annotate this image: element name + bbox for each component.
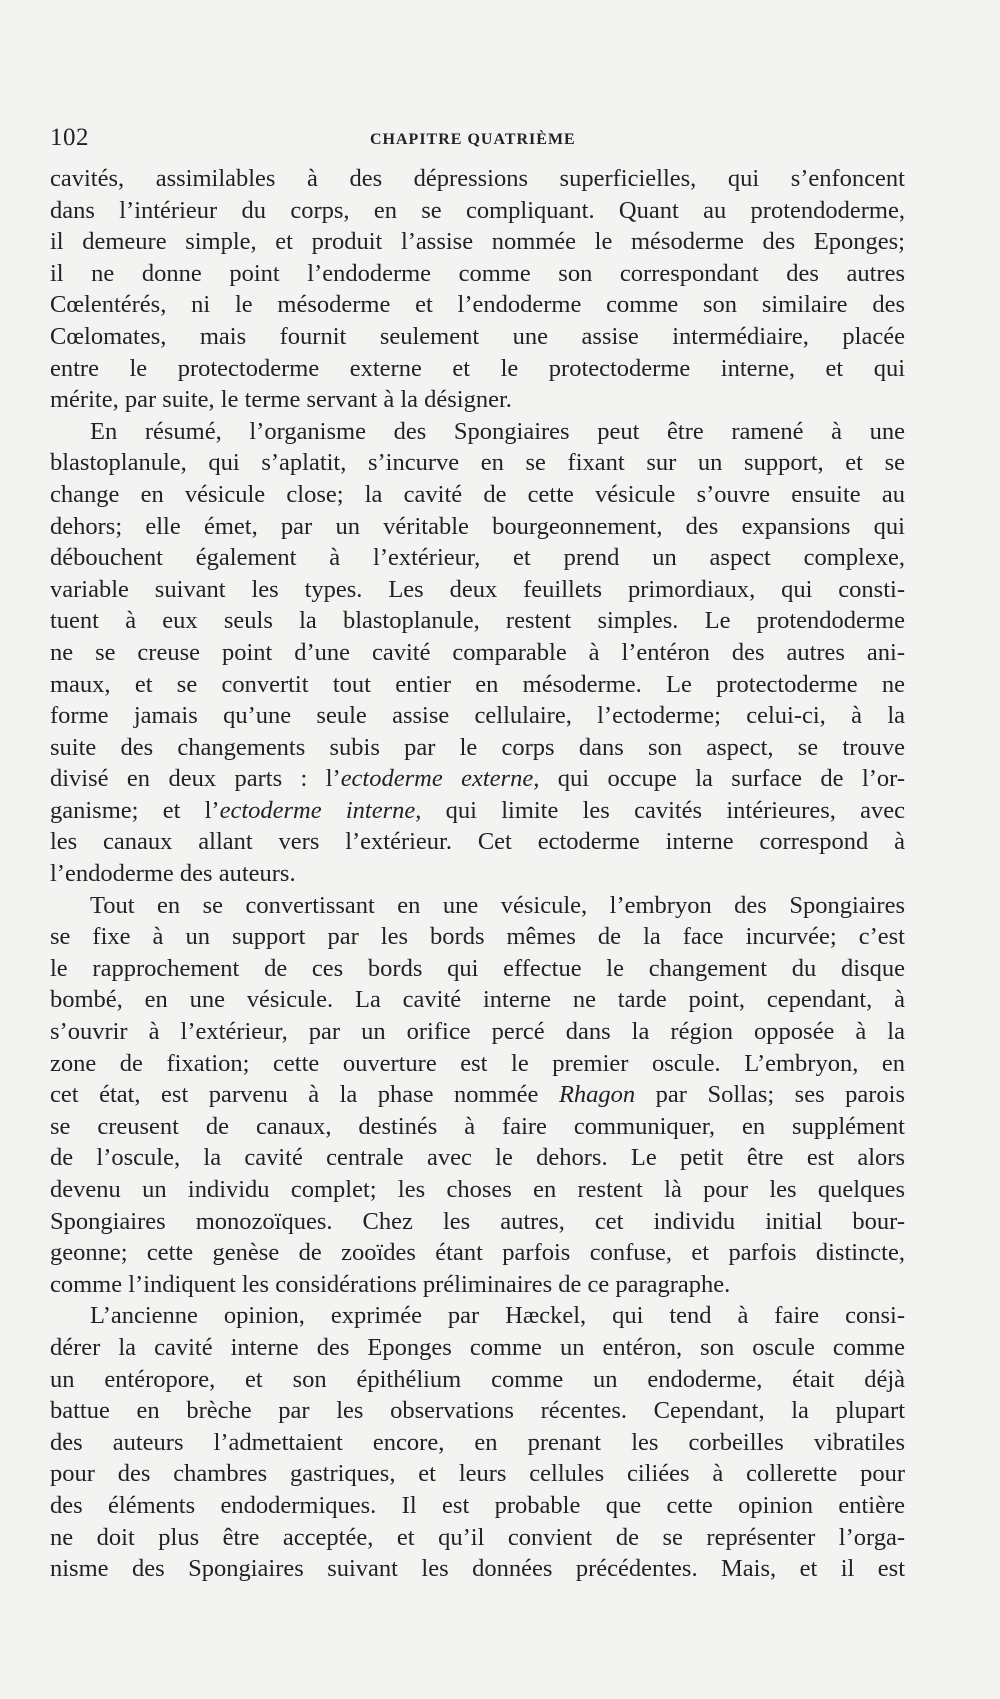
text-line: ganisme; et l’ectoderme interne, qui limite les cavités intérieures, avec bbox=[50, 796, 905, 824]
paragraph-start-line: L’ancienne opinion, exprimée par Hæckel, qui tend à faire consi- bbox=[90, 1302, 905, 1330]
text-line: se creusent de canaux, destinés à faire communiquer, en supplément bbox=[50, 1112, 905, 1140]
text-line: comme l’indiquent les considérations préliminaires de ce paragraphe. bbox=[50, 1270, 731, 1298]
text-line: des éléments endodermiques. Il est probable que cette opinion entière bbox=[50, 1491, 905, 1519]
text-line: ne doit plus être acceptée, et qu’il convient de se représenter l’orga- bbox=[50, 1523, 905, 1551]
text-line: tuent à eux seuls la blastoplanule, restent simples. Le protendoderme bbox=[50, 607, 905, 635]
paragraph-start-line: En résumé, l’organisme des Spongiaires peut être ramené à une bbox=[90, 417, 905, 445]
text-line: le rapprochement de ces bords qui effectue le changement du disque bbox=[50, 954, 905, 982]
text-line: des auteurs l’admettaient encore, en prenant les corbeilles vibratiles bbox=[50, 1428, 905, 1456]
page-header bbox=[50, 124, 905, 156]
text-line: s’ouvrir à l’extérieur, par un orifice percé dans la région opposée à la bbox=[50, 1018, 905, 1046]
text-line: ne se creuse point d’une cavité comparable à l’entéron des autres ani- bbox=[50, 638, 905, 666]
text-line: suite des changements subis par le corps dans son aspect, se trouve bbox=[50, 733, 905, 761]
text-line: maux, et se convertit tout entier en mésoderme. Le protectoderme ne bbox=[50, 670, 905, 698]
text-line: un entéropore, et son épithélium comme un endoderme, était déjà bbox=[50, 1365, 905, 1393]
text-line: variable suivant les types. Les deux feuillets primordiaux, qui consti- bbox=[50, 575, 905, 603]
text-line: dans l’intérieur du corps, en se compliquant. Quant au protendoderme, bbox=[50, 196, 905, 224]
text-line: Spongiaires monozoïques. Chez les autres, cet individu initial bour- bbox=[50, 1207, 905, 1235]
text-line: blastoplanule, qui s’aplatit, s’incurve en se fixant sur un support, et se bbox=[50, 449, 905, 477]
text-line: cet état, est parvenu à la phase nommée Rhagon par Sollas; ses parois bbox=[50, 1081, 905, 1109]
italic-term: ectoderme interne, bbox=[219, 796, 422, 824]
text-line: forme jamais qu’une seule assise cellulaire, l’ectoderme; celui-ci, à la bbox=[50, 702, 905, 730]
text-line: les canaux allant vers l’extérieur. Cet ectoderme interne correspond à bbox=[50, 828, 905, 856]
text-line: zone de fixation; cette ouverture est le premier oscule. L’embryon, en bbox=[50, 1049, 905, 1077]
text-line: cavités, assimilables à des dépressions superficielles, qui s’enfoncent bbox=[50, 165, 905, 192]
page-number: 102 bbox=[50, 124, 89, 151]
running-title: CHAPITRE QUATRIÈME bbox=[370, 131, 576, 148]
body-text bbox=[50, 163, 905, 1585]
text-line: geonne; cette genèse de zooïdes étant parfois confuse, et parfois distincte, bbox=[50, 1239, 905, 1267]
text-line: il ne donne point l’endoderme comme son correspondant des autres bbox=[50, 259, 905, 287]
paragraph-start-line: Tout en se convertissant en une vésicule, l’embryon des Spongiaires bbox=[90, 891, 905, 919]
text-line: mérite, par suite, le terme servant à la désigner. bbox=[50, 386, 512, 414]
text-line: battue en brèche par les observations récentes. Cependant, la plupart bbox=[50, 1397, 905, 1425]
italic-term: Rhagon bbox=[558, 1081, 636, 1109]
text-line: Cœlentérés, ni le mésoderme et l’endoderme comme son similaire des bbox=[50, 291, 905, 319]
text-line: entre le protectoderme externe et le protectoderme interne, et qui bbox=[50, 354, 905, 382]
text-line: devenu un individu complet; les choses en restent là pour les quelques bbox=[50, 1176, 905, 1203]
text-line: divisé en deux parts : l’ectoderme externe, qui occupe la surface de l’or- bbox=[50, 765, 906, 793]
text-line: dehors; elle émet, par un véritable bourgeonnement, des expansions qui bbox=[50, 512, 905, 540]
text-line: bombé, en une vésicule. La cavité interne ne tarde point, cependant, à bbox=[50, 986, 905, 1014]
italic-term: ectoderme externe, bbox=[340, 765, 540, 793]
text-line: il demeure simple, et produit l’assise nommée le mésoderme des Eponges; bbox=[50, 228, 905, 256]
text-line: débouchent également à l’extérieur, et prend un aspect complexe, bbox=[50, 544, 905, 572]
text-line: de l’oscule, la cavité centrale avec le dehors. Le petit être est alors bbox=[50, 1144, 905, 1172]
text-line: Cœlomates, mais fournit seulement une assise intermédiaire, placée bbox=[50, 322, 905, 350]
text-line: dérer la cavité interne des Eponges comme un entéron, son oscule comme bbox=[50, 1333, 905, 1361]
text-line: pour des chambres gastriques, et leurs cellules ciliées à collerette pour bbox=[50, 1460, 905, 1488]
text-line: se fixe à un support par les bords mêmes de la face incurvée; c’est bbox=[50, 923, 905, 951]
text-line: l’endoderme des auteurs. bbox=[50, 860, 296, 888]
text-line: change en vésicule close; la cavité de cette vésicule s’ouvre ensuite au bbox=[50, 480, 905, 508]
text-line: nisme des Spongiaires suivant les données précédentes. Mais, et il est bbox=[50, 1555, 905, 1583]
